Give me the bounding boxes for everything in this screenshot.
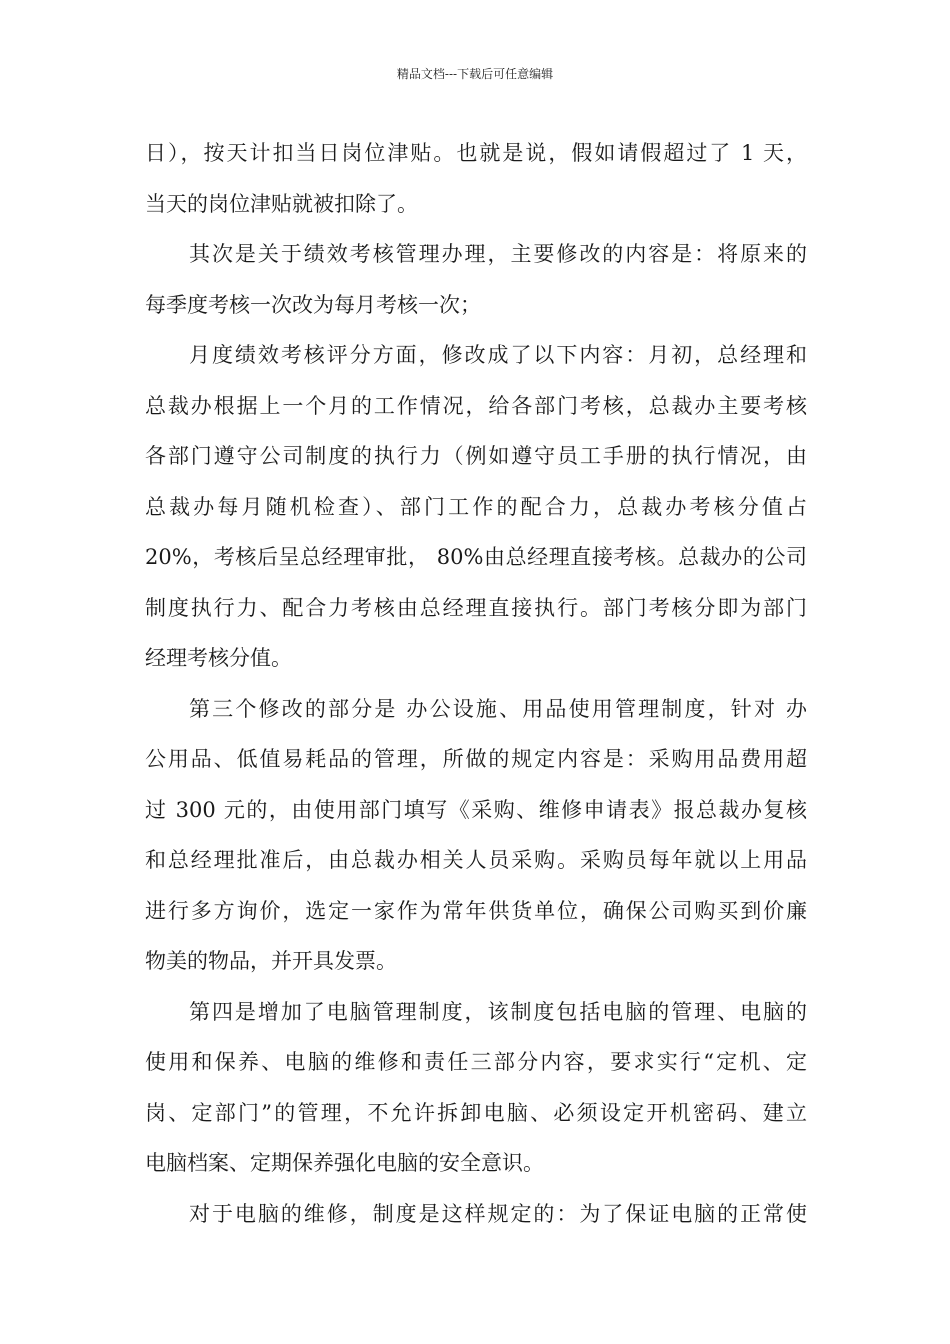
text-line: 制度执行力、配合力考核由总经理直接执行。部门考核分即为部门 xyxy=(145,595,807,620)
paragraph-5 xyxy=(145,987,807,1189)
text-line: 其次是关于绩效考核管理办理，主要修改的内容是：将原来的 xyxy=(189,242,807,266)
text-line: 使用和保养、电脑的维修和责任三部分内容，要求实行“定机、定 xyxy=(145,1050,807,1074)
text-line: 日），按天计扣当日岗位津贴。也就是说，假如请假超过了 1 天， xyxy=(145,141,807,165)
text-line: 经理考核分值。 xyxy=(145,646,292,670)
text-line: 过 300 元的，由使用部门填写《采购、维修申请表》报总裁办复核 xyxy=(145,797,807,822)
paragraph-6 xyxy=(145,1189,807,1240)
paragraph-2 xyxy=(145,229,807,330)
text-line: 对于电脑的维修，制度是这样规定的：为了保证电脑的正常使 xyxy=(189,1201,807,1226)
text-line: 总裁办每月随机检查）、部门工作的配合力，总裁办考核分值占 xyxy=(145,494,807,519)
text-line: 和总经理批准后，由总裁办相关人员采购。采购员每年就以上用品 xyxy=(145,848,807,872)
text-line: 进行多方询价，选定一家作为常年供货单位，确保公司购买到价廉 xyxy=(145,898,807,923)
text-line: 物美的物品，并开具发票。 xyxy=(145,949,397,973)
paragraph-3 xyxy=(145,330,807,684)
text-line: 第四是增加了电脑管理制度，该制度包括电脑的管理、电脑的 xyxy=(189,999,807,1024)
page-header: 精品文档---下载后可任意编辑 xyxy=(396,67,554,81)
text-line: 当天的岗位津贴就被扣除了。 xyxy=(145,191,418,216)
text-line: 总裁办根据上一个月的工作情况，给各部门考核，总裁办主要考核 xyxy=(145,393,807,418)
text-line: 第三个修改的部分是 办公设施、用品使用管理制度，针对 办 xyxy=(189,696,807,721)
text-line: 20%，考核后呈总经理审批， 80%由总经理直接考核。总裁办的公司 xyxy=(145,545,807,569)
text-line: 电脑档案、定期保养强化电脑的安全意识。 xyxy=(145,1151,544,1175)
text-line: 公用品、低值易耗品的管理，所做的规定内容是：采购用品费用超 xyxy=(145,747,807,771)
paragraph-1 xyxy=(145,128,807,229)
text-line: 每季度考核一次改为每月考核一次； xyxy=(145,292,481,317)
paragraph-4 xyxy=(145,684,807,987)
text-line: 岗、定部门”的管理，不允许拆卸电脑、必须设定开机密码、建立 xyxy=(145,1100,807,1125)
text-line: 各部门遵守公司制度的执行力（例如遵守员工手册的执行情况，由 xyxy=(145,444,807,468)
text-line: 月度绩效考核评分方面，修改成了以下内容：月初，总经理和 xyxy=(189,343,807,367)
document-body xyxy=(145,128,807,1239)
